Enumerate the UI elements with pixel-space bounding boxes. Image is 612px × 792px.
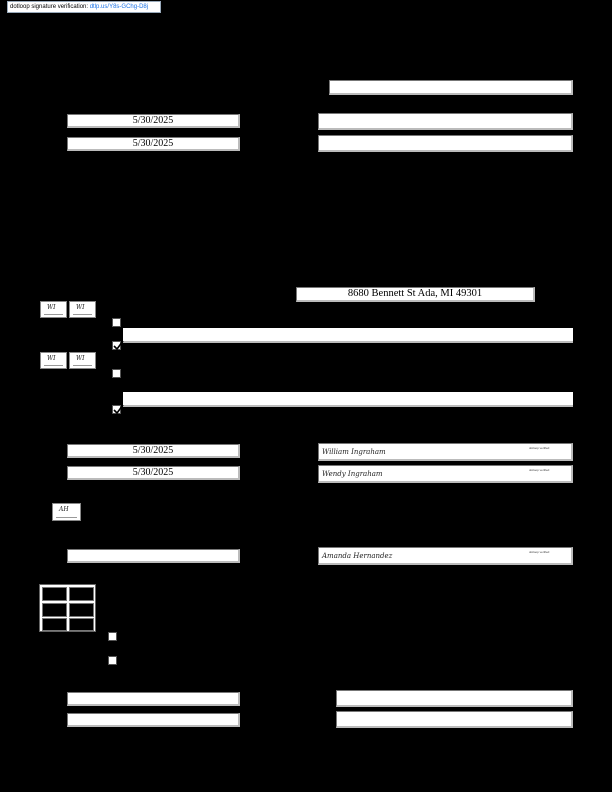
initials-box-2b[interactable] (69, 352, 96, 369)
date-field-1[interactable]: 5/30/2025 (67, 114, 240, 128)
buyer-date-2[interactable]: 5/30/2025 (67, 466, 240, 480)
signature-text: Wendy Ingraham (322, 470, 383, 478)
bottom-right-field-2[interactable] (336, 711, 573, 728)
bottom-date-field-1[interactable] (67, 692, 240, 706)
verification-link[interactable]: dtlp.us/Y8s-GChg-D8j (89, 4, 149, 10)
initials-box-1b[interactable] (69, 301, 96, 318)
banner-prefix: dotloop signature verification: (10, 4, 89, 10)
initials-line (44, 365, 63, 366)
initials-box-2a[interactable] (40, 352, 67, 369)
grid-cell[interactable] (42, 587, 67, 601)
grid-cell[interactable] (69, 603, 94, 617)
checkbox-5[interactable] (108, 632, 117, 641)
initials-text: WI (47, 355, 56, 362)
initials-line (44, 314, 63, 315)
text-bar-2[interactable] (123, 392, 573, 407)
bottom-right-field-1[interactable] (336, 690, 573, 707)
checkbox-2[interactable] (112, 341, 121, 350)
text-bar-1[interactable] (123, 328, 573, 343)
agent-initials-box[interactable] (52, 503, 81, 521)
checkmark-icon (112, 340, 124, 352)
initials-text: WI (76, 304, 85, 311)
initials-line (73, 314, 92, 315)
signature-text: William Ingraham (322, 448, 386, 456)
date-field-2[interactable]: 5/30/2025 (67, 137, 240, 151)
buyer-signature-2[interactable] (318, 465, 573, 483)
initials-grid (39, 584, 96, 632)
initials-text: WI (47, 304, 56, 311)
checkbox-4[interactable] (112, 405, 121, 414)
initials-line (73, 365, 92, 366)
initials-box-1a[interactable] (40, 301, 67, 318)
grid-cell[interactable] (69, 618, 94, 631)
buyer-signature-1[interactable] (318, 443, 573, 461)
checkmark-icon (112, 404, 124, 416)
grid-cell[interactable] (69, 587, 94, 601)
right-field-2[interactable] (318, 135, 573, 152)
initials-text: AH (59, 506, 69, 513)
checkbox-1[interactable] (112, 318, 121, 327)
buyer-date-1[interactable]: 5/30/2025 (67, 444, 240, 458)
agent-date-field[interactable] (67, 549, 240, 563)
grid-cell[interactable] (42, 618, 67, 631)
signature-verification-banner (7, 1, 161, 13)
checkbox-3[interactable] (112, 369, 121, 378)
grid-cell[interactable] (42, 603, 67, 617)
checkbox-6[interactable] (108, 656, 117, 665)
signature-text: Amanda Hernandez (322, 552, 393, 560)
verification-stamp: dotloop verified (529, 550, 550, 554)
property-address-field[interactable]: 8680 Bennett St Ada, MI 49301 (296, 287, 535, 302)
bottom-date-field-2[interactable] (67, 713, 240, 727)
right-field-1[interactable] (318, 113, 573, 130)
verification-stamp: dotloop verified (529, 446, 550, 450)
top-right-field[interactable] (329, 80, 573, 95)
agent-signature[interactable] (318, 547, 573, 565)
initials-text: WI (76, 355, 85, 362)
initials-line (56, 517, 77, 518)
verification-stamp: dotloop verified (529, 468, 550, 472)
